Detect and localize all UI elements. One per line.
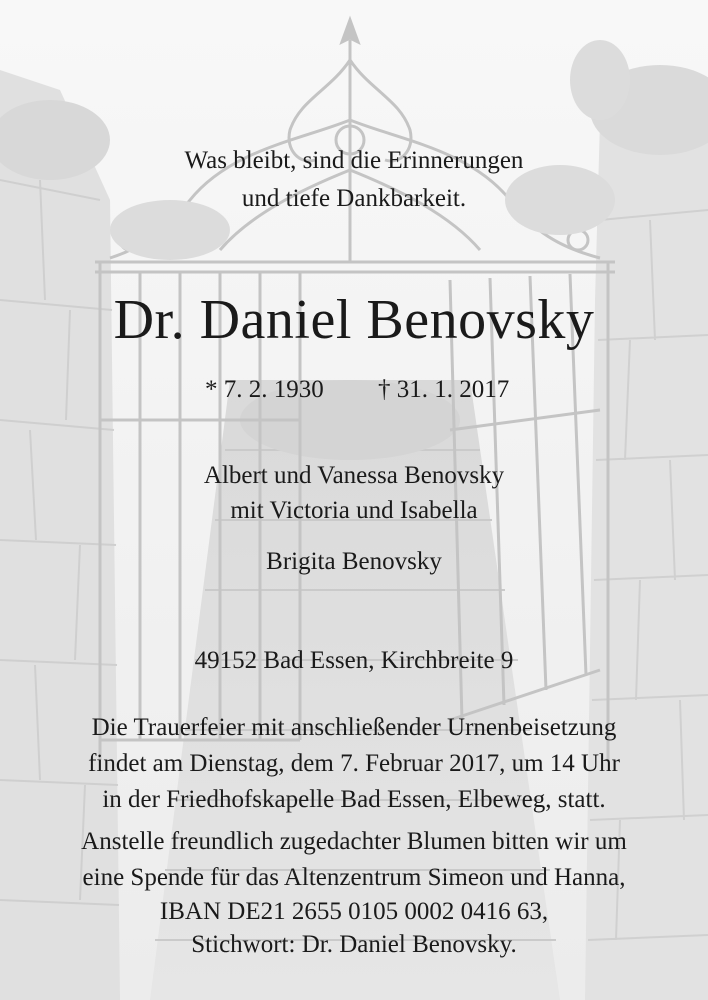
deceased-name: Dr. Daniel Benovsky bbox=[113, 289, 595, 351]
motto-line-2: und tiefe Dankbarkeit. bbox=[241, 185, 467, 212]
mourners-family-1-line-1: Albert und Vanessa Benovsky bbox=[203, 462, 505, 489]
mourners-family-2: Brigita Benovsky bbox=[266, 548, 442, 575]
donation-iban: IBAN DE21 2655 0105 0002 0416 63, bbox=[159, 898, 549, 925]
death-date: † 31. 1. 2017 bbox=[378, 376, 510, 403]
address: 49152 Bad Essen, Kirchbreite 9 bbox=[194, 647, 514, 674]
ceremony-line-1: Die Trauerfeier mit anschließender Urnenbeisetzung bbox=[91, 714, 617, 741]
donation-keyword: Stichwort: Dr. Daniel Benovsky. bbox=[191, 931, 517, 958]
donation-line-1: Anstelle freundlich zugedachter Blumen bitten wir um bbox=[81, 828, 627, 855]
motto-line-1: Was bleibt, sind die Erinnerungen bbox=[184, 147, 524, 174]
ceremony-line-2: findet am Dienstag, dem 7. Februar 2017, um 14 Uhr bbox=[88, 750, 620, 777]
donation-line-2: eine Spende für das Altenzentrum Simeon und Hanna, bbox=[82, 864, 626, 891]
mourners-family-1-line-2: mit Victoria und Isabella bbox=[230, 497, 478, 524]
birth-date: * 7. 2. 1930 bbox=[205, 376, 324, 403]
ceremony-line-3: in der Friedhofskapelle Bad Essen, Elbeweg, statt. bbox=[102, 786, 606, 813]
